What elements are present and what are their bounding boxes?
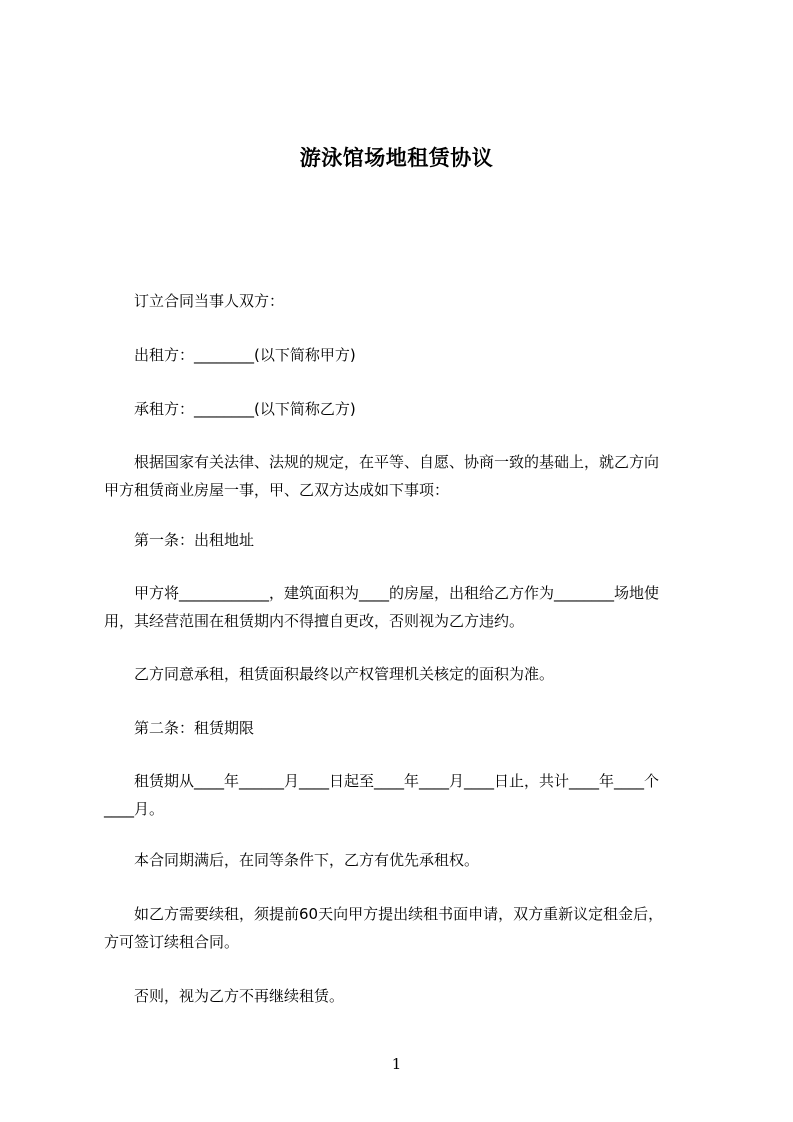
lessor-line: 出租方：________(以下简称甲方) <box>104 346 356 364</box>
article2-paragraph-4: 否则，视为乙方不再继续租赁。 <box>104 987 345 1005</box>
article2-p3-line-1: 如乙方需要续租，须提前60天向甲方提出续租书面申请，双方重新议定租金后， <box>104 905 664 923</box>
preamble-paragraph <box>104 448 704 504</box>
article1-heading: 第一条：出租地址 <box>104 531 255 549</box>
lessee-line: 承租方：________(以下简称乙方) <box>104 400 356 418</box>
document-title: 游泳馆场地租赁协议 <box>299 146 494 170</box>
article2-p1-line-1: 租赁期从____年______月____日起至____年____月____日止，共计____年____个 <box>104 772 660 790</box>
article1-paragraph-1 <box>104 579 704 635</box>
article2-paragraph-2: 本合同期满后，在同等条件下，乙方有优先承租权。 <box>104 851 480 869</box>
article2-heading: 第二条：租赁期限 <box>104 719 255 737</box>
article1-paragraph-2: 乙方同意承租，租赁面积最终以产权管理机关核定的面积为准。 <box>104 665 555 683</box>
article2-p1-line-2: ____月。 <box>104 800 165 818</box>
article1-p1-line-2: 用，其经营范围在租赁期内不得擅自更改，否则视为乙方违约。 <box>104 612 525 630</box>
parties-intro: 订立合同当事人双方： <box>104 292 285 310</box>
article1-p1-line-1: 甲方将____________，建筑面积为____的房屋，出租给乙方作为________场地使 <box>104 584 660 602</box>
article2-p3-line-2: 方可签订续租合同。 <box>104 933 240 951</box>
preamble-line-2: 甲方租赁商业房屋一事，甲、乙双方达成如下事项： <box>104 481 450 499</box>
page-number: 1 <box>391 1055 402 1073</box>
article2-paragraph-1 <box>104 767 704 823</box>
preamble-line-1: 根据国家有关法律、法规的规定，在平等、自愿、协商一致的基础上，就乙方向 <box>104 453 660 471</box>
article2-paragraph-3 <box>104 900 704 956</box>
